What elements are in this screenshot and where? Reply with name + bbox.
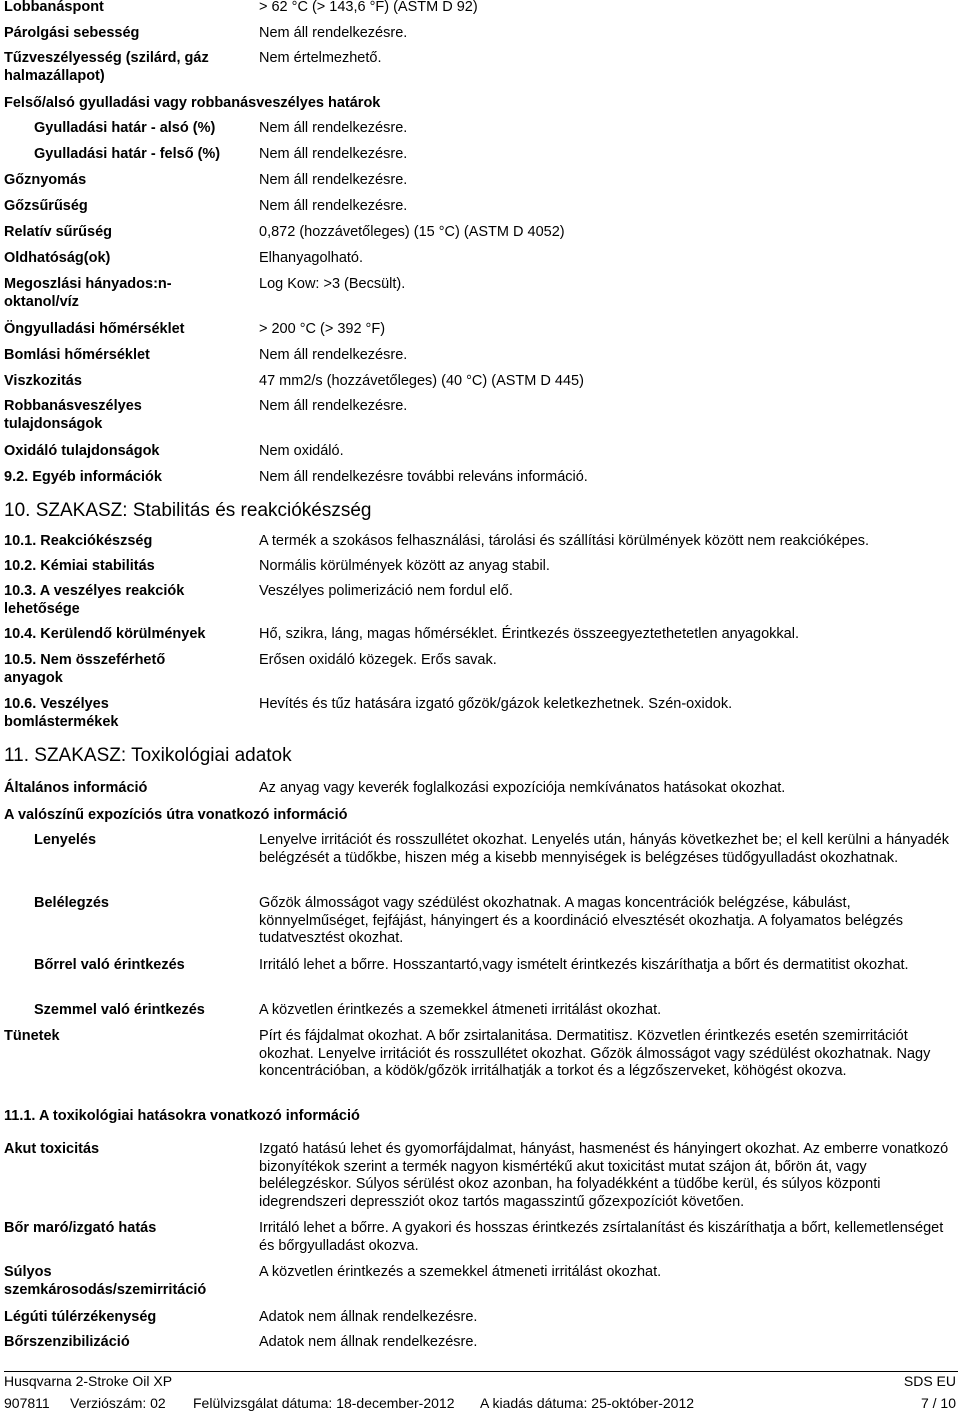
- footer-number: 907811: [4, 1395, 50, 1411]
- prop-label: Öngyulladási hőmérséklet: [4, 321, 185, 337]
- footer-product: Husqvarna 2-Stroke Oil XP: [4, 1373, 173, 1389]
- s10-value: A termék a szokásos felhasználási, tárolási és szállítási körülmények között nem reakcióképes.: [259, 533, 870, 549]
- s10-label: 10.2. Kémiai stabilitás: [4, 558, 155, 574]
- tox-value: Irritáló lehet a bőrre. A gyakori és hosszas érintkezés zsírtalanítást és kiszáríthatja a bőrt, kellemetlenséget és bőrgyulladást okozva.: [259, 1220, 944, 1254]
- footer-issue-date: A kiadás dátuma: 25-október-2012: [480, 1395, 695, 1411]
- prop-label: Bomlási hőmérséklet: [4, 347, 150, 363]
- prop-label: Viszkozitás: [4, 373, 82, 389]
- prop-label: Lobbanáspont: [4, 0, 104, 15]
- tox-label: Súlyos szemkárosodás/szemirritáció: [4, 1264, 207, 1298]
- prop-value: Nem áll rendelkezésre.: [259, 120, 408, 136]
- exposure-label: Szemmel való érintkezés: [34, 1002, 205, 1018]
- prop-label: Tűzveszélyesség (szilárd, gáz halmazállapot): [4, 50, 209, 84]
- prop-value: Nem áll rendelkezésre.: [259, 398, 408, 414]
- prop-label: Gyulladási határ - felső (%): [34, 146, 221, 162]
- footer-revision-date: Felülvizsgálat dátuma: 18-december-2012: [193, 1395, 455, 1411]
- exposure-value: A közvetlen érintkezés a szemekkel átmeneti irritálást okozhat.: [259, 1002, 662, 1018]
- tox-label: Bőr maró/izgató hatás: [4, 1220, 157, 1236]
- prop-value: Nem áll rendelkezésre.: [259, 25, 408, 41]
- exposure-label: Bőrrel való érintkezés: [34, 957, 185, 973]
- prop-value: 47 mm2/s (hozzávetőleges) (40 °C) (ASTM D 445): [259, 373, 584, 389]
- s10-value: Hő, szikra, láng, magas hőmérséklet. Érintkezés összeegyeztethetetlen anyagokkal.: [259, 626, 799, 642]
- prop-value: Elhanyagolható.: [259, 250, 363, 266]
- prop-value: Nem áll rendelkezésre.: [259, 198, 408, 214]
- prop-value: Nem áll rendelkezésre.: [259, 347, 408, 363]
- prop-value: Nem oxidáló.: [259, 443, 344, 459]
- tox-value: Izgató hatású lehet és gyomorfájdalmat, hányást, hasmenést és hányingert okozhat. Az emberre vonatkozó bizonyítékok szerint a termék nagyon kismértékű akut toxicitást mutat szájon át, bőrön át, vagy belélegzéskor. Súlyos sérülést okoz azonban, ha folyadékként a tüdőbe kerül, és súlyos központi idegrendszeri depressziót okoz tartós magasszintű gőzexpozíciót követően.: [259, 1141, 949, 1210]
- tox-label: Légúti túlérzékenység: [4, 1309, 157, 1325]
- s10-label: 10.3. A veszélyes reakciók lehetősége: [4, 583, 185, 617]
- tox-value: A közvetlen érintkezés a szemekkel átmeneti irritálást okozhat.: [259, 1264, 662, 1280]
- tox-value: Adatok nem állnak rendelkezésre.: [259, 1309, 478, 1325]
- s10-label: 10.5. Nem összeférhető anyagok: [4, 652, 166, 686]
- footer-page-number: 7 / 10: [920, 1395, 956, 1411]
- s10-value: Hevítés és tűz hatására izgató gőzök/gázok keletkezhetnek. Szén-oxidok.: [259, 696, 733, 712]
- prop-label: Gőznyomás: [4, 172, 87, 188]
- prop-value: Nem áll rendelkezésre.: [259, 146, 408, 162]
- prop-value: 0,872 (hozzávetőleges) (15 °C) (ASTM D 4052): [259, 224, 565, 240]
- s10-value: Erősen oxidáló közegek. Erős savak.: [259, 652, 497, 668]
- s11-label: Általános információ: [4, 780, 148, 796]
- exposure-value: Irritáló lehet a bőrre. Hosszantartó,vagy ismételt érintkezés kiszáríthatja a bőrt és dermatitist okozhat.: [259, 957, 909, 973]
- prop-label: Oxidáló tulajdonságok: [4, 443, 160, 459]
- prop-label: Robbanásveszélyes tulajdonságok: [4, 398, 142, 432]
- prop-value: Nem értelmezhető.: [259, 50, 382, 66]
- s10-value: Normális körülmények között az anyag stabil.: [259, 558, 550, 574]
- prop-label: Megoszlási hányados:n-oktanol/víz: [4, 276, 172, 310]
- symptoms-label: Tünetek: [4, 1028, 60, 1044]
- prop-value: Nem áll rendelkezésre további releváns információ.: [259, 469, 588, 485]
- prop-label: 9.2. Egyéb információk: [4, 469, 162, 485]
- prop-label: Gyulladási határ - alsó (%): [34, 120, 216, 136]
- exposure-value: Gőzök álmosságot vagy szédülést okozhatnak. A magas koncentrációk belégzése, kábulást, könnyelműséget, fejfájást, hányingert és a koordináció elvesztését okozhatja. A folyamatos belégzés tudatvesztést okozhat.: [259, 895, 904, 946]
- tox-label: Bőrszenzibilizáció: [4, 1334, 130, 1350]
- s10-label: 10.4. Kerülendő körülmények: [4, 626, 206, 642]
- prop-label: Relatív sűrűség: [4, 224, 112, 240]
- s10-value: Veszélyes polimerizáció nem fordul elő.: [259, 583, 513, 599]
- tox-value: Adatok nem állnak rendelkezésre.: [259, 1334, 478, 1350]
- prop-label: Párolgási sebesség: [4, 25, 140, 41]
- prop-value: > 62 °C (> 143,6 °F) (ASTM D 92): [259, 0, 478, 15]
- prop-value: Nem áll rendelkezésre.: [259, 172, 408, 188]
- section-10-title: 10. SZAKASZ: Stabilitás és reakciókészség: [4, 500, 372, 521]
- section-11-title: 11. SZAKASZ: Toxikológiai adatok: [4, 745, 292, 766]
- footer-version: Verziószám: 02: [70, 1395, 166, 1411]
- tox-header: 11.1. A toxikológiai hatásokra vonatkozó információ: [4, 1108, 360, 1124]
- s10-label: 10.1. Reakciókészség: [4, 533, 153, 549]
- prop-value: Log Kow: >3 (Becsült).: [259, 276, 406, 292]
- exposure-header: A valószínű expozíciós útra vonatkozó információ: [4, 807, 348, 823]
- exposure-label: Belélegzés: [34, 895, 109, 911]
- flammability-limits-header: Felső/alsó gyulladási vagy robbanásveszélyes határok: [4, 95, 381, 111]
- footer-sds: SDS EU: [903, 1373, 956, 1389]
- exposure-value: Lenyelve irritációt és rosszullétet okozhat. Lenyelés után, hányás következhet be; el kell kerülni a hányadék belégzését a tüdőkbe, hiszen még a kisebb mennyiségek is belégzéses tüdőgyulladást okozhatnak.: [259, 832, 949, 866]
- prop-label: Gőzsűrűség: [4, 198, 88, 214]
- exposure-label: Lenyelés: [34, 832, 97, 848]
- prop-value: > 200 °C (> 392 °F): [259, 321, 386, 337]
- prop-label: Oldhatóság(ok): [4, 250, 111, 266]
- symptoms-value: Pírt és fájdalmat okozhat. A bőr zsirtalanitása. Dermatitisz. Közvetlen érintkezés esetén szemirritációt okozhat. Lenyelve irritációt és rosszullétet okozhat. Gőzök álmosságot vagy szédülést okozhatnak. Nagy koncentrációban, a ködök/gőzök irritálhatják a torkot és a légzőszerveket, köhögést okozva.: [259, 1028, 931, 1079]
- s11-value: Az anyag vagy keverék foglalkozási expozíciója nemkívánatos hatásokat okozhat.: [259, 780, 786, 796]
- s10-label: 10.6. Veszélyes bomlástermékek: [4, 696, 119, 730]
- tox-label: Akut toxicitás: [4, 1141, 100, 1157]
- footer-divider: [4, 1371, 958, 1372]
